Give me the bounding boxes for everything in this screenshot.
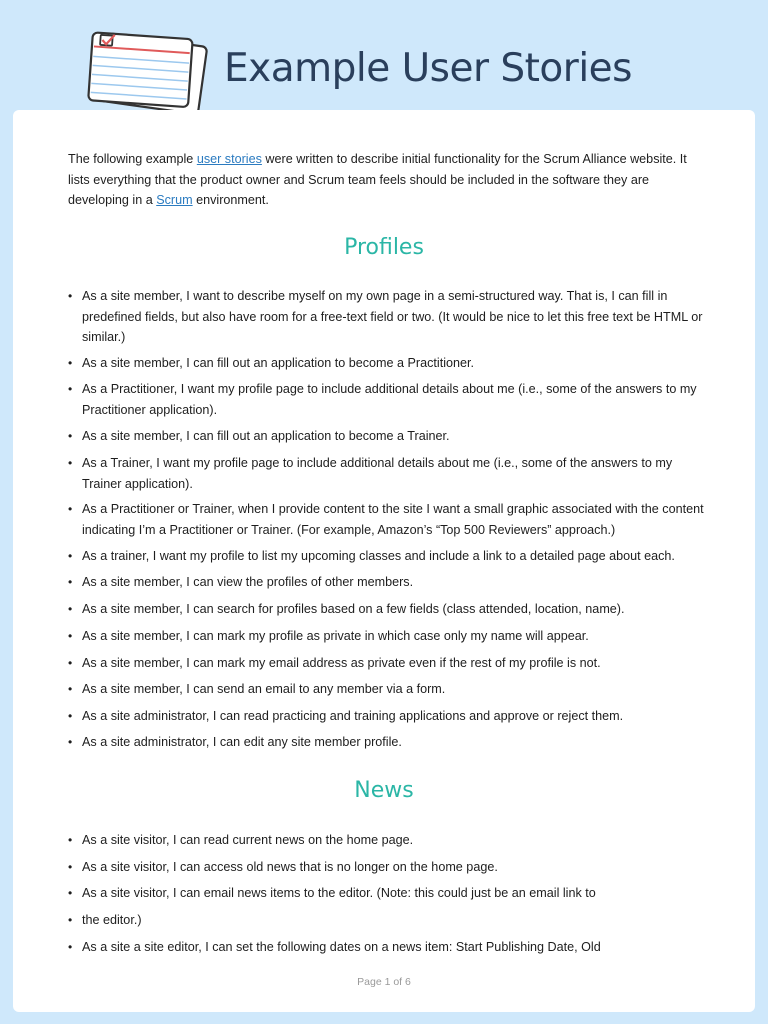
list-item: • As a site member, I can mark my profile as private in which case only my name will appear. [68,626,708,647]
bullet-icon: • [68,735,73,749]
bullet-icon: • [68,575,73,589]
page-number: Page 1 of 6 [357,976,411,988]
bullet-icon: • [68,289,73,303]
bullet-icon: • [68,860,73,874]
header [0,0,768,110]
list-item: • As a site administrator, I can edit any site member profile. [68,732,708,753]
user-stories-link[interactable]: user stories [196,152,262,166]
bullet-icon: • [68,549,73,563]
list-item: • As a Practitioner, I want my profile page to include additional details about me (i.e., some of the answers to my Practitioner application). [68,379,708,420]
section-heading-news: News [354,778,414,803]
list-item: • As a site member, I can view the profiles of other members. [68,572,708,593]
bullet-icon: • [68,886,73,900]
list-item: • As a site member, I can send an email to any member via a form. [68,679,708,700]
document-page [13,110,755,1012]
list-item: • As a site member, I want to describe myself on my own page in a semi-structured way. That is, I can fill in predefined fields, but also have room for a free-text field or two. (It would be nice to let this free text be HTML or similar.) [68,286,708,348]
bullet-icon: • [68,682,73,696]
page-title: Example User Stories [224,46,632,91]
bullet-icon: • [68,913,73,927]
bullet-icon: • [68,502,73,516]
list-item: • As a site a site editor, I can set the following dates on a news item: Start Publishing Date, Old [68,937,708,958]
bullet-icon: • [68,940,73,954]
bullet-icon: • [68,429,73,443]
bullet-icon: • [68,833,73,847]
intro-paragraph [68,149,708,211]
bullet-icon: • [68,709,73,723]
intro-text-middle: were written to describe initial functionality for the Scrum Alliance website. It lists everything that the product owner and Scrum team feels should be included in the software they are developing in a [68,152,687,207]
bullet-icon: • [68,602,73,616]
list-item: • As a site administrator, I can read practicing and training applications and approve or reject them. [68,706,708,727]
list-item: • As a site member, I can search for profiles based on a few fields (class attended, location, name). [68,599,708,620]
list-item: • As a site visitor, I can access old news that is no longer on the home page. [68,857,708,878]
scrum-link[interactable]: Scrum [156,193,193,207]
list-item: • the editor.) [68,910,708,931]
section-heading-profiles: Profiles [344,235,424,260]
list-item: • As a site member, I can fill out an application to become a Practitioner. [68,353,708,374]
bullet-icon: • [68,382,73,396]
bullet-icon: • [68,356,73,370]
list-item: • As a site visitor, I can read current news on the home page. [68,830,708,851]
list-item: • As a Practitioner or Trainer, when I provide content to the site I want a small graphic associated with the content indicating I’m a Practitioner or Trainer. (For example, Amazon’s “Top 500 Reviewers” approach.) [68,499,708,540]
intro-text-end: environment. [192,193,269,207]
intro-text-start: The following example [68,152,197,166]
list-item: • As a trainer, I want my profile to list my upcoming classes and include a link to a detailed page about each. [68,546,708,567]
list-item: • As a Trainer, I want my profile page to include additional details about me (i.e., some of the answers to my Trainer application). [68,453,708,494]
list-item: • As a site visitor, I can email news items to the editor. (Note: this could just be an email link to [68,883,708,904]
bullet-icon: • [68,456,73,470]
list-item: • As a site member, I can fill out an application to become a Trainer. [68,426,708,447]
list-item: • As a site member, I can mark my email address as private even if the rest of my profile is not. [68,653,708,674]
bullet-icon: • [68,629,73,643]
bullet-icon: • [68,656,73,670]
